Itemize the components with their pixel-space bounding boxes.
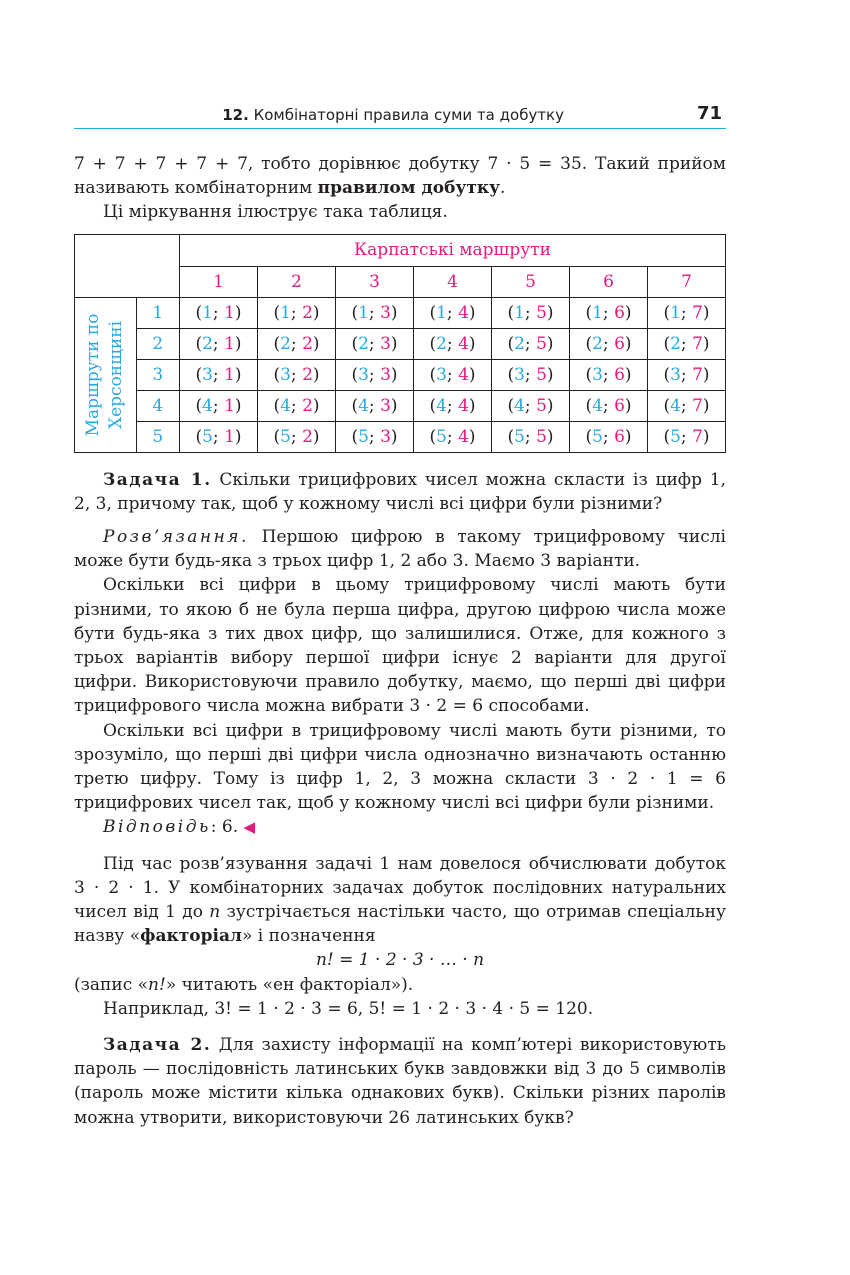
route-pair: (2; 4) [429, 333, 476, 354]
factorial-paragraph: Під час розв’язування задачі 1 нам довелося обчислювати добуток 3 · 2 · 1. У комбінаторних задачах добуток послідовних натуральних чисел від 1 до n зустрічається настільки часто, що отримав спеціальну назву «факторіал» і позначення [74, 853, 726, 947]
column-header-2: 2 [258, 266, 336, 297]
route-pair: (3; 3) [351, 364, 398, 385]
pair-cell [492, 390, 570, 421]
task2-question: Задача 2. Для захисту інформації на комп’ютері використовують пароль — послідовність латинських букв завдовжки від 3 до 5 символів (пароль може містити кілька однакових букв). Скільки різних паролів можна утворити, використовуючи 26 латинських букв? [74, 1035, 726, 1128]
pair-cell [570, 421, 648, 452]
row-header-4: 4 [136, 390, 179, 421]
route-pair: (1; 3) [351, 302, 398, 323]
kherson-routes-header [75, 297, 137, 452]
table-row [75, 421, 726, 452]
table-intro: Ці міркування ілюструє така таблиця. [103, 202, 448, 223]
route-pair: (3; 2) [273, 364, 320, 385]
table-corner [75, 234, 180, 297]
route-pair: (2; 6) [585, 333, 632, 354]
pair-cell [570, 390, 648, 421]
column-header-4: 4 [414, 266, 492, 297]
answer-label: Відповідь [103, 817, 211, 838]
route-pair: (5; 4) [429, 426, 476, 447]
route-pair: (5; 6) [585, 426, 632, 447]
chapter-title [222, 106, 564, 124]
answer-value: : 6. [210, 817, 244, 838]
factorial-term: факторіал [140, 926, 242, 947]
route-pair: (4; 6) [585, 395, 632, 416]
route-pair: (3; 5) [507, 364, 554, 385]
task2-label: Задача 2. [103, 1035, 212, 1056]
route-pair: (3; 1) [195, 364, 242, 385]
route-pair: (1; 7) [663, 302, 710, 323]
table-row [75, 390, 726, 421]
pair-cell [336, 297, 414, 328]
route-pair: (5; 5) [507, 426, 554, 447]
row-header-5: 5 [136, 421, 179, 452]
pair-cell [180, 390, 258, 421]
pair-cell [570, 359, 648, 390]
chapter-number: 12. [222, 106, 249, 124]
solution-label: Розв’язання. [103, 527, 249, 548]
formula-3x2x1: 3 · 2 · 1 = 6 [587, 769, 726, 790]
route-pair: (1; 1) [195, 302, 242, 323]
pair-cell [336, 390, 414, 421]
main-content [74, 152, 726, 1130]
pair-cell [492, 328, 570, 359]
intro-paragraph: 7 + 7 + 7 + 7 + 7, тобто дорівнює добутку 7 · 5 = 35. Такий прийом називають комбінаторним правилом добутку. [74, 154, 726, 199]
pair-cell [258, 421, 336, 452]
route-pair: (4; 7) [663, 395, 710, 416]
pair-cell [336, 421, 414, 452]
route-pair: (4; 5) [507, 395, 554, 416]
solution-paragraph-3: Оскільки всі цифри в трицифровому числі мають бути різними, то зрозуміло, що перші дві цифри числа однозначно визначають останню третю цифру. Тому із цифр 1, 2, 3 можна скласти 3 · 2 · 1 = 6 трицифрових чисел так, щоб у кожному числі всі цифри були різними. [74, 720, 726, 814]
pair-cell [648, 390, 726, 421]
route-pair: (5; 3) [351, 426, 398, 447]
route-pair: (1; 5) [507, 302, 554, 323]
pair-cell [570, 297, 648, 328]
task1-question: Задача 1. Скільки трицифрових чисел можна скласти із цифр 1, 2, 3, причому так, щоб у кожному числі всі цифри були різними? [74, 469, 726, 514]
answer-line [74, 815, 726, 839]
end-of-solution-icon: ◀ [243, 818, 256, 837]
pair-cell [258, 297, 336, 328]
pair-cell [648, 359, 726, 390]
route-pair: (1; 6) [585, 302, 632, 323]
route-pair: (1; 4) [429, 302, 476, 323]
route-pair: (4; 4) [429, 395, 476, 416]
route-pair: (3; 7) [663, 364, 710, 385]
pair-cell [414, 421, 492, 452]
formula-3x2: 3 · 2 = 6 [409, 696, 484, 717]
page-number: 71 [696, 103, 722, 124]
pair-cell [648, 421, 726, 452]
pair-cell [492, 421, 570, 452]
pair-cell [414, 328, 492, 359]
route-pair: (3; 4) [429, 364, 476, 385]
column-header-6: 6 [570, 266, 648, 297]
route-pair: (1; 2) [273, 302, 320, 323]
pair-cell [180, 328, 258, 359]
column-header-1: 1 [180, 266, 258, 297]
table-row [75, 328, 726, 359]
pair-cell [648, 297, 726, 328]
route-pair: (2; 1) [195, 333, 242, 354]
pair-cell [492, 359, 570, 390]
pair-cell [414, 359, 492, 390]
solution-paragraph-2: Оскільки всі цифри в цьому трицифровому числі мають бути різними, то якою б не була перша цифра, другою цифрою числа може бути будь-яка з тих двох цифр, що залишилися. Отже, для кожного з трьох варіантів вибору першої цифри існує 2 варіанти для другої цифри. Використовуючи правило добутку, маємо, що перші дві цифри трицифрового числа можна вибрати 3 · 2 = 6 способами. [74, 575, 726, 717]
route-pair: (3; 6) [585, 364, 632, 385]
pair-cell [336, 359, 414, 390]
route-pair: (2; 2) [273, 333, 320, 354]
product-formula: 7 · 5 = 35. [487, 154, 588, 174]
route-pair: (5; 1) [195, 426, 242, 447]
pair-cell [258, 390, 336, 421]
row-header-1: 1 [136, 297, 179, 328]
column-header-5: 5 [492, 266, 570, 297]
example-formula: 3! = 1 · 2 · 3 = 6, 5! = 1 · 2 · 3 · 4 · 5 = 120. [214, 998, 594, 1019]
pair-cell [414, 390, 492, 421]
running-header [74, 102, 726, 129]
route-pair: (4; 1) [195, 395, 242, 416]
route-pair: (2; 7) [663, 333, 710, 354]
column-header-3: 3 [336, 266, 414, 297]
pair-cell [180, 297, 258, 328]
carpathian-routes-header: Карпатські маршрути [180, 234, 726, 266]
pair-cell [492, 297, 570, 328]
formula-product-321: 3 · 2 · 1. [74, 877, 159, 898]
pair-cell [570, 328, 648, 359]
row-header-2: 2 [136, 328, 179, 359]
combination-table [74, 234, 726, 453]
table-row [75, 297, 726, 328]
pair-cell [180, 359, 258, 390]
factorial-example: Наприклад, 3! = 1 · 2 · 3 = 6, 5! = 1 · 2 · 3 · 4 · 5 = 120. [103, 998, 594, 1019]
route-pair: (4; 2) [273, 395, 320, 416]
pair-cell [258, 359, 336, 390]
route-pair: (5; 2) [273, 426, 320, 447]
route-pair: (5; 7) [663, 426, 710, 447]
rule-term: правилом добутку [317, 178, 501, 199]
route-pair: (2; 5) [507, 333, 554, 354]
pair-cell [648, 328, 726, 359]
route-pair: (4; 3) [351, 395, 398, 416]
factorial-formula: n! = 1 · 2 · 3 · … · n [315, 950, 485, 971]
solution-paragraph-1: Розв’язання. Першою цифрою в такому трицифровому числі може бути будь-яка з трьох цифр 1, 2 або 3. Маємо 3 варіанти. [74, 527, 726, 572]
route-pair: (2; 3) [351, 333, 398, 354]
pair-cell [414, 297, 492, 328]
pair-cell [336, 328, 414, 359]
column-header-7: 7 [648, 266, 726, 297]
factorial-note: (запис «n!» читають «ен факторіал»). [74, 974, 414, 995]
kherson-routes-label: Маршрути по Херсонщині [83, 313, 127, 437]
row-header-3: 3 [136, 359, 179, 390]
chapter-title-text: Комбінаторні правила суми та добутку [253, 106, 564, 124]
pair-cell [180, 421, 258, 452]
task1-label: Задача 1. [103, 469, 212, 490]
sum-formula: 7 + 7 + 7 + 7 + 7, [74, 154, 254, 174]
pair-cell [258, 328, 336, 359]
table-row [75, 359, 726, 390]
